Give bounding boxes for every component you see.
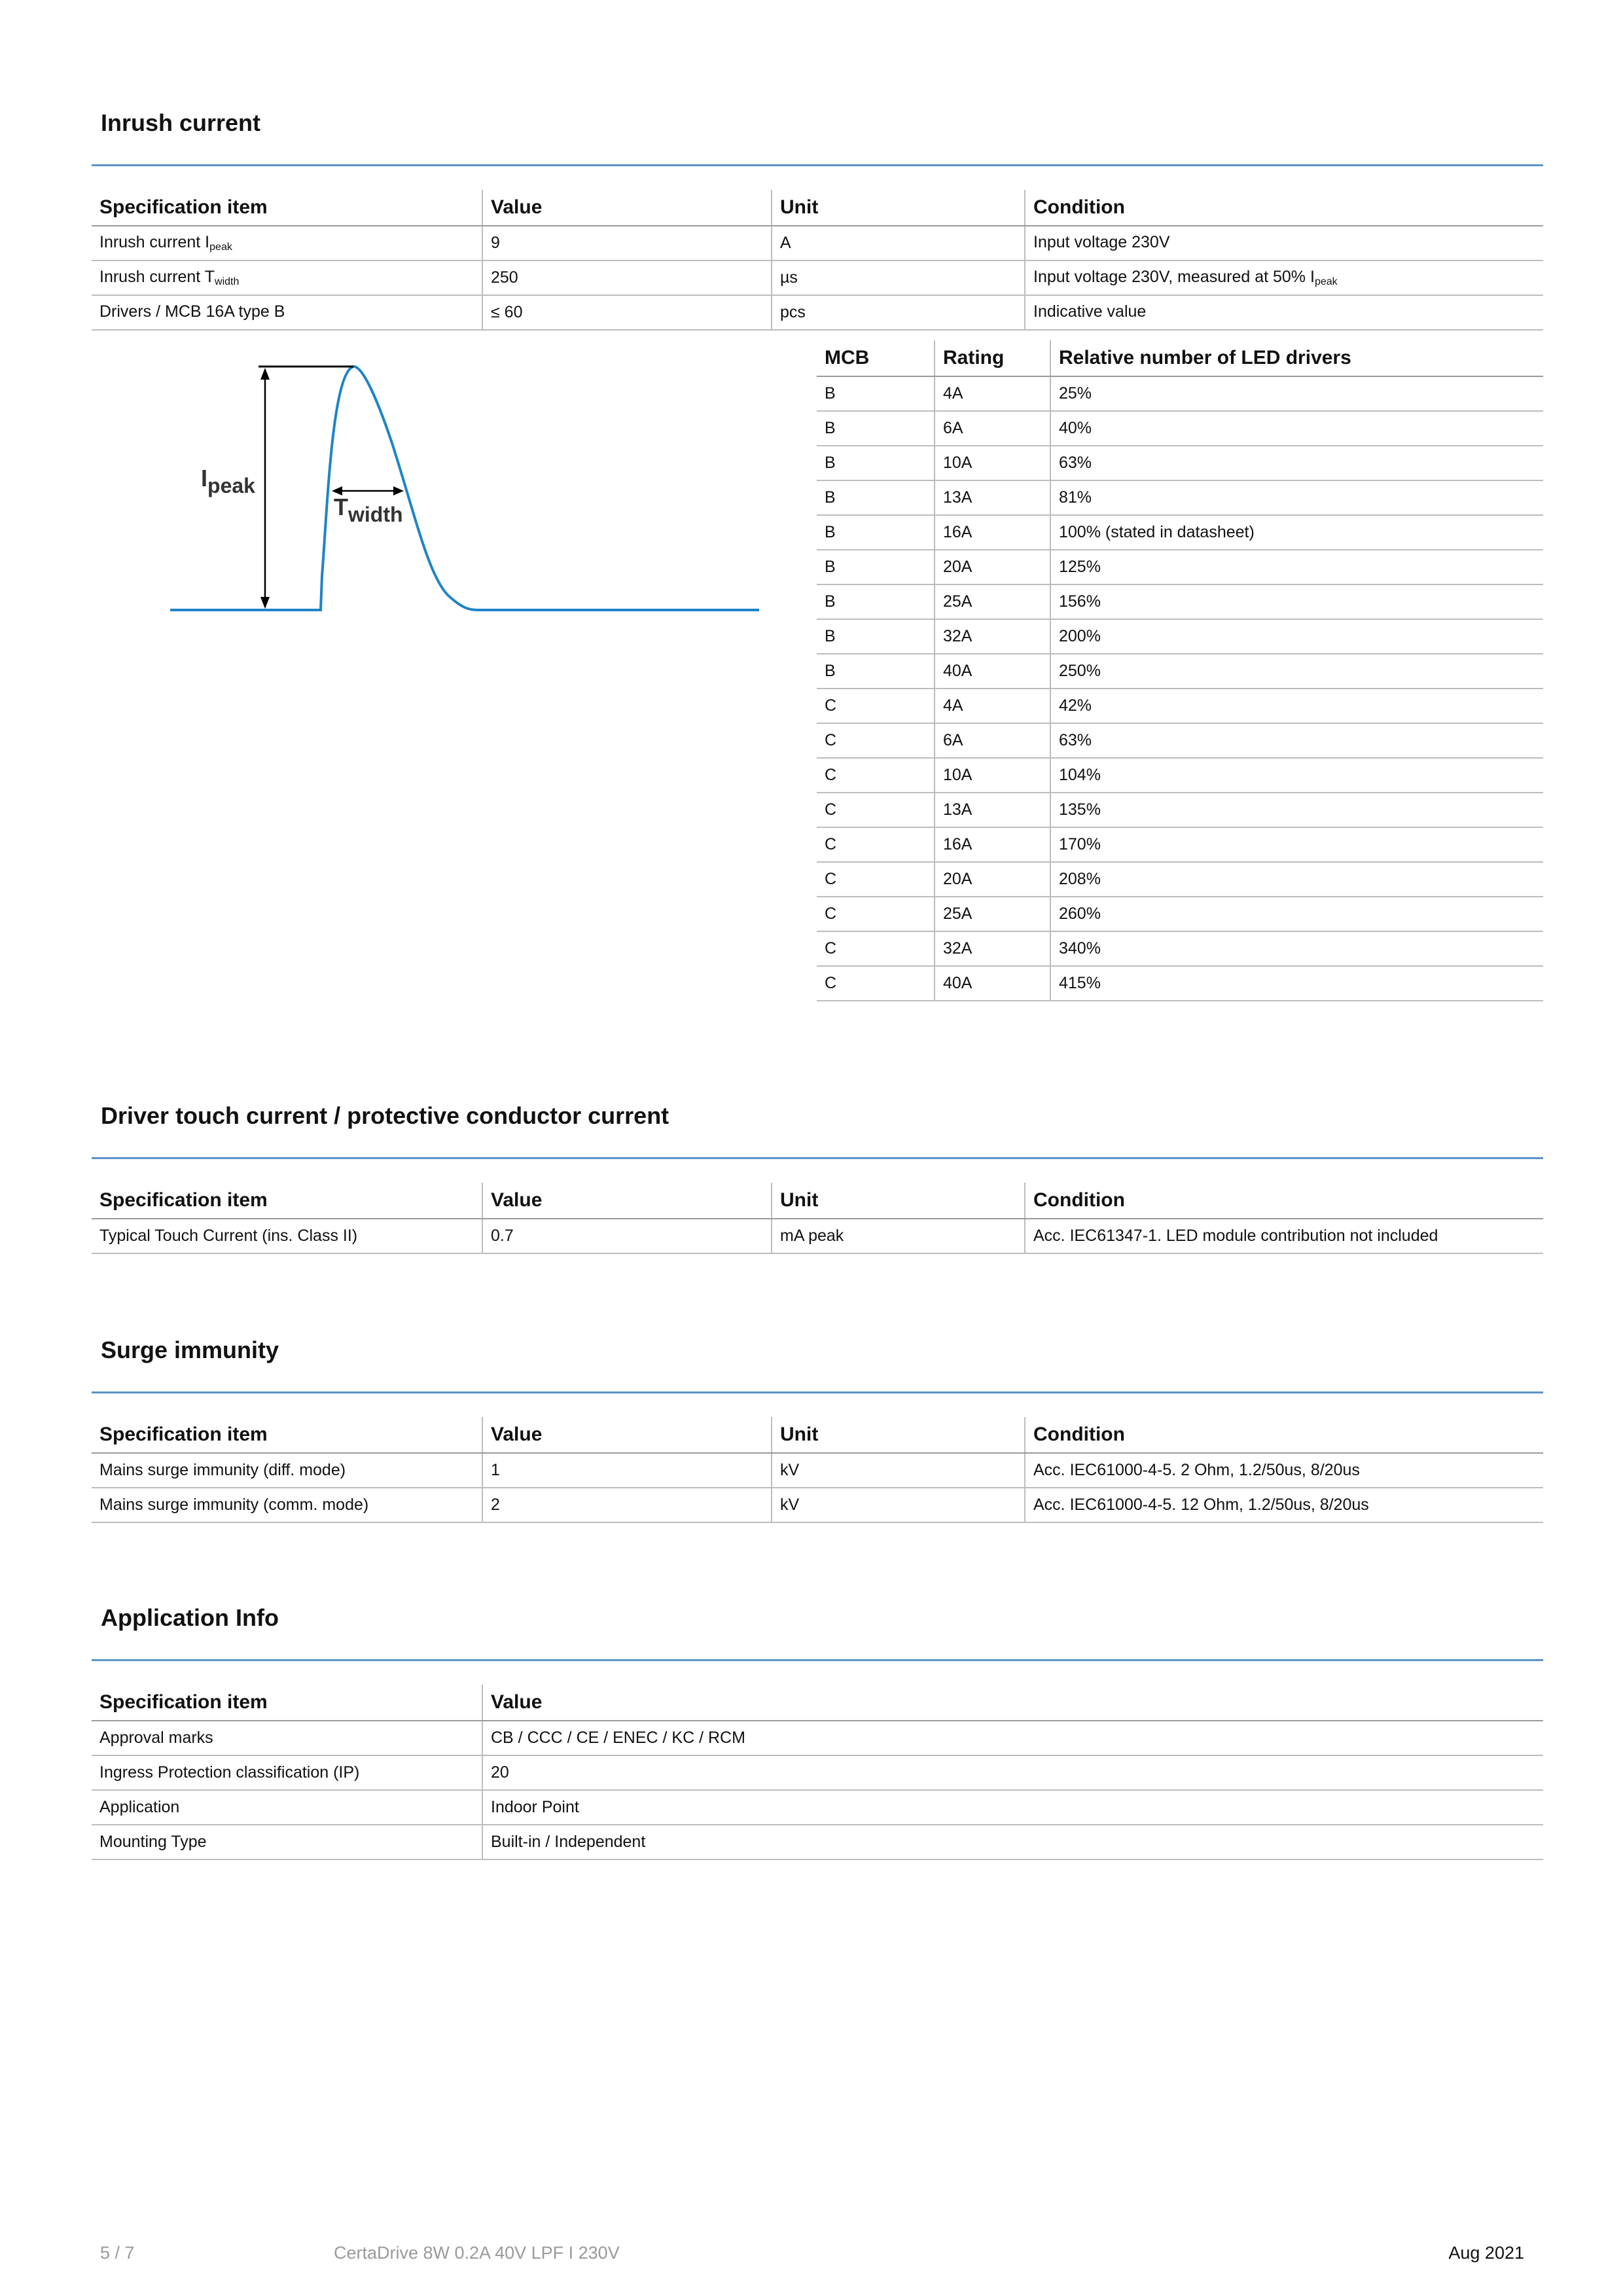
relative-cell: 250% (1050, 654, 1543, 689)
relative-cell: 260% (1050, 897, 1543, 931)
header-cell: Condition (1025, 1183, 1543, 1219)
header-cell: Unit (772, 190, 1025, 226)
mcb-type-cell: B (817, 584, 935, 619)
footer-page-number: 5 / 7 (100, 2243, 135, 2263)
mcb-type-cell: B (817, 480, 935, 515)
section-surge-immunity (92, 1334, 1543, 1523)
mcb-type-cell: B (817, 619, 935, 654)
mcb-type-cell: B (817, 550, 935, 584)
mcb-relative-table (817, 340, 1543, 1001)
footer-date: Aug 2021 (1448, 2243, 1524, 2263)
spec-item-cell (92, 260, 482, 295)
rating-cell: 13A (935, 793, 1050, 827)
table-row (817, 897, 1543, 931)
relative-cell: 100% (stated in datasheet) (1050, 515, 1543, 550)
rating-cell: 10A (935, 758, 1050, 793)
header-cell: Specification item (92, 1183, 482, 1219)
mcb-type-cell: C (817, 966, 935, 1001)
mcb-type-cell: C (817, 827, 935, 862)
value-cell: 9 (482, 226, 772, 260)
rating-cell: 6A (935, 723, 1050, 758)
unit-cell: pcs (772, 295, 1025, 330)
relative-cell: 63% (1050, 723, 1543, 758)
section-title: Surge immunity (101, 1336, 279, 1363)
table-header-row (92, 190, 1543, 226)
mcb-type-cell: C (817, 758, 935, 793)
table-row (92, 1721, 1543, 1755)
section-divider (92, 1157, 1543, 1159)
table-header-row (92, 1417, 1543, 1453)
table-row (817, 619, 1543, 654)
mcb-type-cell: C (817, 897, 935, 931)
table-header-row (817, 340, 1543, 376)
mcb-type-cell: B (817, 515, 935, 550)
value-cell: 1 (482, 1453, 772, 1488)
section-title: Application Info (101, 1604, 279, 1631)
spec-item-cell (92, 295, 482, 330)
mcb-type-cell: C (817, 931, 935, 966)
header-cell: Specification item (92, 190, 482, 226)
rating-cell: 13A (935, 480, 1050, 515)
section-inrush-current (92, 107, 1543, 331)
value-cell: 2 (482, 1488, 772, 1522)
header-cell: Specification item (92, 1417, 482, 1453)
condition-cell: Acc. IEC61000-4-5. 2 Ohm, 1.2/50us, 8/20us (1025, 1453, 1543, 1488)
table-row (817, 966, 1543, 1001)
rating-cell: 25A (935, 584, 1050, 619)
rating-cell: 20A (935, 550, 1050, 584)
twidth-label-main: T (334, 493, 348, 520)
value-cell: 0.7 (482, 1219, 772, 1253)
table-row (92, 1488, 1543, 1522)
rating-cell: 10A (935, 446, 1050, 480)
table-row (92, 295, 1543, 330)
unit-cell: kV (772, 1453, 1025, 1488)
rating-cell: 16A (935, 515, 1050, 550)
condition-cell (1025, 226, 1543, 260)
relative-cell: 40% (1050, 411, 1543, 446)
mcb-type-cell: B (817, 411, 935, 446)
subscript: width (215, 276, 240, 287)
spec-item-cell: Approval marks (92, 1721, 482, 1755)
inrush-waveform-diagram (167, 353, 762, 628)
surge-spec-table (92, 1417, 1543, 1523)
table-row (817, 376, 1543, 411)
table-row (817, 480, 1543, 515)
value-cell: CB / CCC / CE / ENEC / KC / RCM (482, 1721, 1543, 1755)
condition-cell: Acc. IEC61347-1. LED module contribution not included (1025, 1219, 1543, 1253)
table-row (817, 862, 1543, 897)
header-cell: Value (482, 190, 772, 226)
table-row (817, 723, 1543, 758)
mcb-type-cell: C (817, 689, 935, 723)
value-cell: 20 (482, 1755, 1543, 1790)
relative-cell: 200% (1050, 619, 1543, 654)
inrush-spec-table (92, 190, 1543, 331)
rating-cell: 32A (935, 619, 1050, 654)
table-row (817, 584, 1543, 619)
rating-cell: 40A (935, 966, 1050, 1001)
relative-cell: 42% (1050, 689, 1543, 723)
table-row (92, 226, 1543, 260)
rating-cell: 25A (935, 897, 1050, 931)
table-row (817, 758, 1543, 793)
condition-cell (1025, 295, 1543, 330)
unit-cell: µs (772, 260, 1025, 295)
twidth-arrowhead-right (393, 486, 404, 495)
ipeak-label-main: I (201, 465, 208, 492)
relative-cell: 25% (1050, 376, 1543, 411)
spec-item-cell: Mains surge immunity (comm. mode) (92, 1488, 482, 1522)
condition-cell (1025, 260, 1543, 295)
header-cell: Unit (772, 1183, 1025, 1219)
spec-item-cell: Typical Touch Current (ins. Class II) (92, 1219, 482, 1253)
relative-cell: 415% (1050, 966, 1543, 1001)
value-cell: Indoor Point (482, 1790, 1543, 1825)
value-cell: ≤ 60 (482, 295, 772, 330)
table-row (92, 1790, 1543, 1825)
mcb-type-cell: B (817, 376, 935, 411)
condition-cell: Acc. IEC61000-4-5. 12 Ohm, 1.2/50us, 8/20us (1025, 1488, 1543, 1522)
relative-cell: 125% (1050, 550, 1543, 584)
spec-item-cell: Ingress Protection classification (IP) (92, 1755, 482, 1790)
section-divider (92, 164, 1543, 166)
table-row (817, 689, 1543, 723)
table-header-row (92, 1183, 1543, 1219)
relative-cell: 340% (1050, 931, 1543, 966)
section-divider (92, 1659, 1543, 1661)
table-row (92, 1825, 1543, 1859)
section-application-info (92, 1602, 1543, 1860)
section-title: Inrush current (101, 109, 261, 136)
header-cell: Condition (1025, 1417, 1543, 1453)
touch-spec-table (92, 1183, 1543, 1254)
value-cell: 250 (482, 260, 772, 295)
relative-cell: 81% (1050, 480, 1543, 515)
twidth-label (334, 493, 403, 526)
table-row (817, 411, 1543, 446)
spec-item-text: Inrush current I (99, 233, 210, 251)
table-row (817, 827, 1543, 862)
unit-cell: A (772, 226, 1025, 260)
mcb-type-cell: B (817, 654, 935, 689)
header-cell: Condition (1025, 190, 1543, 226)
mcb-type-cell: B (817, 446, 935, 480)
unit-cell: mA peak (772, 1219, 1025, 1253)
unit-cell: kV (772, 1488, 1025, 1522)
spec-item-cell: Mains surge immunity (diff. mode) (92, 1453, 482, 1488)
spec-item-cell: Mounting Type (92, 1825, 482, 1859)
spec-item-cell: Application (92, 1790, 482, 1825)
rating-cell: 20A (935, 862, 1050, 897)
header-cell: Value (482, 1417, 772, 1453)
rating-cell: 40A (935, 654, 1050, 689)
header-cell: MCB (817, 340, 935, 376)
ipeak-arrowhead-top (260, 368, 270, 380)
spec-item-text: Drivers / MCB 16A type B (99, 302, 285, 321)
table-row (817, 793, 1543, 827)
application-spec-table (92, 1685, 1543, 1860)
spec-item-text: Inrush current T (99, 268, 215, 286)
table-header-row (92, 1685, 1543, 1721)
ipeak-label-sub: peak (207, 474, 255, 497)
rating-cell: 16A (935, 827, 1050, 862)
rating-cell: 6A (935, 411, 1050, 446)
condition-text: Input voltage 230V (1033, 233, 1170, 251)
mcb-type-cell: C (817, 723, 935, 758)
footer-product-name: CertaDrive 8W 0.2A 40V LPF I 230V (334, 2243, 620, 2263)
table-row (817, 550, 1543, 584)
relative-cell: 104% (1050, 758, 1543, 793)
condition-text: Indicative value (1033, 302, 1147, 321)
relative-cell: 63% (1050, 446, 1543, 480)
relative-cell: 156% (1050, 584, 1543, 619)
ipeak-label (201, 465, 255, 497)
waveform-curve (170, 367, 759, 610)
section-title: Driver touch current / protective conductor current (101, 1102, 669, 1129)
spec-item-cell (92, 226, 482, 260)
relative-cell: 135% (1050, 793, 1543, 827)
section-touch-current (92, 1100, 1543, 1254)
header-cell: Value (482, 1183, 772, 1219)
table-row (92, 260, 1543, 295)
relative-cell: 170% (1050, 827, 1543, 862)
header-cell: Value (482, 1685, 1543, 1721)
table-row (92, 1453, 1543, 1488)
rating-cell: 32A (935, 931, 1050, 966)
mcb-type-cell: C (817, 793, 935, 827)
header-cell: Unit (772, 1417, 1025, 1453)
rating-cell: 4A (935, 376, 1050, 411)
table-row (817, 931, 1543, 966)
header-cell: Relative number of LED drivers (1050, 340, 1543, 376)
twidth-label-sub: width (348, 503, 403, 526)
relative-cell: 208% (1050, 862, 1543, 897)
value-cell: Built-in / Independent (482, 1825, 1543, 1859)
table-row (817, 446, 1543, 480)
header-cell: Specification item (92, 1685, 482, 1721)
section-divider (92, 1391, 1543, 1393)
table-row (817, 515, 1543, 550)
ipeak-arrowhead-bottom (260, 597, 270, 609)
header-cell: Rating (935, 340, 1050, 376)
table-row (92, 1755, 1543, 1790)
table-row (817, 654, 1543, 689)
table-row (92, 1219, 1543, 1253)
mcb-type-cell: C (817, 862, 935, 897)
rating-cell: 4A (935, 689, 1050, 723)
condition-text: Input voltage 230V, measured at 50% I (1033, 268, 1315, 286)
subscript: peak (1314, 276, 1338, 287)
subscript: peak (209, 242, 232, 253)
